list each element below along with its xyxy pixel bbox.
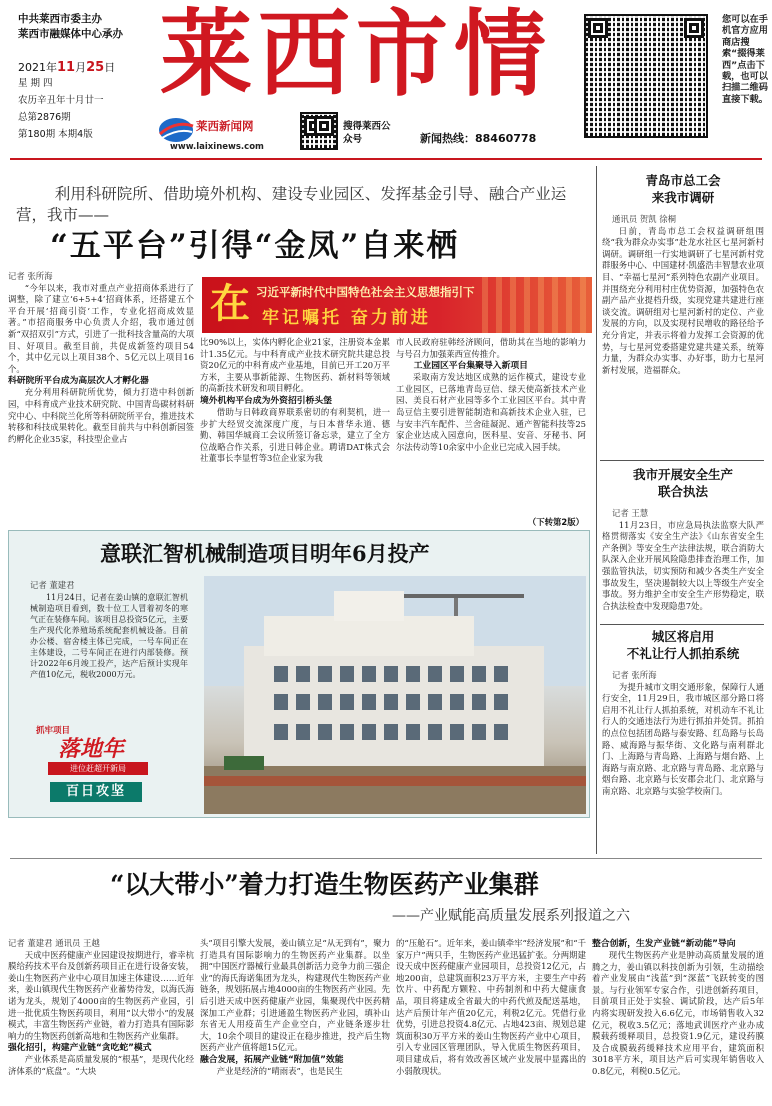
lead-col-1 — [8, 271, 194, 528]
lead-kicker: 利用科研院所、借助境外机构、建设专业园区、发挥基金引导、融合产业运营，我市—— — [16, 185, 567, 224]
bottom-rule — [10, 858, 762, 859]
lead-subhead-1: 科研院所平台成为高层次人才孵化器 — [8, 376, 149, 387]
news-site-url[interactable]: www.laixinews.com — [170, 142, 264, 152]
masthead-title: 莱西市情 — [160, 0, 553, 110]
date-day: 25 — [86, 60, 105, 75]
hotline — [420, 130, 536, 146]
lead-paragraph-6: 采取南方发达地区成熟的运作模式，建设专业工业园区，已落地青岛豆信、绿天使高新技术产业园、美良石材产业园等多个工业园区平台。其中青岛豆信主要引进智能制造和高新技术企业入驻，已与安丰汽车配件、兰舍硅凝泥、通产智能科技等25家企业达成入园意向，医科星、安音、牙秘书、阿尔法传动等10余家中小企业已完成入园手续。 — [396, 372, 586, 452]
bottom-subhead-3: 整合创新，生发产业链“新动能”导向 — [592, 939, 736, 949]
lead-col-3 — [396, 337, 586, 528]
news-site-logo — [156, 112, 294, 152]
lead-headline: “五平台”引得“金凤”自来栖 — [50, 228, 460, 264]
side2-paragraph: 11月23日，市应急局执法监察大队严格贯彻落实《安全生产法》《山东省安全生产条例》等安全生产法律法规，联合消防大队深入企业开展风险隐患排查治理工作，加强监管执法，切实预防和减少各类生产安全事故发生，坚决遏制较大以上等级生产安全事故。努力维护全市安全生产形势稳定，联合执法检查中发现隐患7处。 — [602, 519, 764, 611]
bottom-headline: “以大带小”着力打造生物医药产业集群 — [110, 870, 539, 899]
side2-byline: 记者 王慧 — [612, 508, 649, 518]
bottom-byline: 记者 董建君 通讯员 王越 — [8, 938, 100, 948]
feature-byline: 记者 董建君 — [30, 580, 75, 590]
side1-title-1: 青岛市总工会 — [645, 173, 721, 188]
lead-col-2 — [200, 337, 390, 528]
sponsor-line-2: 莱西市融媒体中心承办 — [18, 28, 123, 40]
side2-title-1: 我市开展安全生产 — [632, 467, 733, 482]
sidebar-divider — [596, 166, 597, 854]
banner-decor — [482, 277, 592, 333]
news-site-name: 莱西新闻网 — [196, 119, 254, 133]
date-prefix: 2021年 — [18, 61, 57, 74]
badge-top: 抓牢项目 — [36, 726, 71, 736]
weekday: 星 期 四 — [18, 78, 53, 89]
badge-main: 落地年 — [58, 736, 125, 762]
continued-note: （下转第2版） — [527, 517, 584, 527]
bottom-paragraph-3: 头”项目引擎大发展，姜山镇立足“从无到有”，聚力打造具有国际影响力的生物医药产业集群。以坐拥“中国医疗器械行业最具创新活力竞争力前三强企业”的海氏海诺集团为龙头，构建现代生物医药产业链条，规划拓展占地4000亩的生物医药产业园。先后引进天成中医药健康产业园，集聚现代中医药精深加工产业群；引进通盈生物医药产业园，填补山东省无人用疫苗生产企业空白，产业链条逐步壮大，10余个项目的建设正在稳步推进，投产后生物医药产业产值将超15亿元。 — [200, 938, 390, 1053]
lead-paragraph-5: 市人民政府驻韩经济顾问，借助其在当地的影响力与号召力加强莱西宣传推介。 — [396, 337, 586, 359]
campaign-badge — [36, 722, 156, 808]
side1-byline: 通讯员 贺凯 徐桐 — [612, 214, 676, 224]
feature-paragraph: 11月24日，记者在姜山镇的意联汇智机械制造项目看到，数十位工人冒着初冬的寒气正在装修车间。该项目总投资5亿元，主要生产现代化养殖场系统配套机械设备。目前办公楼、宿舍楼主体已完成，一号车间正在主体建设，二号车间正在进行内部装修。预计2022年6月竣工投产，达产后预计实现年产值10亿元，税收2000万元。 — [30, 592, 188, 679]
bottom-col-3 — [396, 938, 586, 1102]
feature-headline: 意联汇智机械制造项目明年6月投产 — [100, 541, 430, 566]
side-story-3 — [602, 628, 764, 852]
lead-subhead-3: 工业园区平台集聚导入新项目 — [413, 361, 528, 372]
side3-title-2: 不礼让行人抓拍系统 — [626, 646, 740, 661]
banner-line-2: 牢记嘱托 奋力前进 — [262, 308, 431, 328]
bottom-col-1 — [8, 938, 194, 1102]
lead-paragraph-1: “今年以来，我市对重点产业招商体系进行了调整，除了建立‘6+5+4’招商体系，还搭建五个平台开展‘招商引资’工作，专业化招商成效显著。”市招商服务中心负责人介绍，我市通过创新“双招双引”方式，引进了一批科技含量高的大项目、好项目。截至目前，共促成新签约项目54个，其中亿元以上项目38个、5亿元以上项目16个。 — [8, 282, 194, 374]
date-mid: 月 — [75, 61, 87, 74]
issue-date — [18, 60, 168, 75]
app-download-tip: 您可以在手机官方应用商店搜索“掇得莱西”点击下载，也可以扫描二维码直接下载。 — [722, 14, 768, 105]
issue-number: 第180期 本期4版 — [18, 129, 93, 140]
lead-paragraph-4: 借助与日韩政商界联系密切的有利契机，进一步扩大经贸交流深度广度，与日本普华永道、德勤、韩国华城商工会议所签订备忘录，建立了全方位战略合作关系，引进日韩企业。聘请DAT株式会社董事长李显哲等3位企业家为我 — [200, 406, 390, 464]
side3-title-1: 城区将启用 — [651, 629, 715, 644]
bottom-paragraph-2: 产业体系是高质量发展的“根基”，是现代化经济体系的“底盘”。“大块 — [8, 1054, 194, 1076]
bottom-paragraph-1: 天成中医药健康产业园建设按期进行，睿幸杭膜给药技术平台及创新药项目正在进行设备安装，姜山生物医药产业中心项目加速主体建设……近年来，姜山镇现代生物医药产业蓄势待发，以海氏海诺为龙头，规划了4000亩的生物医药产业园，引进一批优质生物医药项目，利用“以大带小”的发展模式，丰富生物医药产业链，着力打造具有国际影响力的生物医药创新高地和生物医药产业集群。 — [8, 949, 194, 1041]
sponsor-block — [18, 12, 168, 143]
bottom-col-4 — [592, 938, 764, 1102]
bottom-paragraph-6: 现代生物医药产业是肿动高质量发展的道腾之力，姜山镇以科技创新为引领，生动描绘着产业发展由“浅蓝”到“深蓝”飞跃转变的图景。与行业领军专家合作，引进创新药项目，目前项目正处于实验、调试阶段，达产后5年内将实现研发投入6.6亿元，市场销售收入32亿元，税收3.5亿元；落地武训医疗产业办成膜载药缓释项目，总投资1.9亿元，建设药膜及合成膜载药缓释技术应用平台，建筑面积3018平方米，项目达产后可实现年销售收入0.8亿元，利税0.5亿元。 — [592, 950, 764, 1076]
banner-line-1: 习近平新时代中国特色社会主义思想指引下 — [256, 285, 475, 299]
globe-icon — [156, 112, 196, 146]
date-month: 11 — [57, 60, 76, 75]
side1-paragraph: 日前，青岛市总工会权益调研组围绕“我为群众办实事”赴龙水社区七星河新村调研。调研组一行实地调研了七星河新村党群服务中心、中国建材·凯盛浩丰智慧农业项目、“幸福七星河”系列特色农副产业项目。并围绕充分利用村庄优势资源，加强特色农副产品产业提档升级，实现党建共建进行座谈交流。调研组对七星河新村的定位、产业发展的方向，以及实现村民增收的路径给予充分肯定，并表示将着力发挥工会资源的优势，与七星河党委搭建党建共建关系，统筹力量，为群众办实事、办好事，助力七星河新村发展，造福群众。 — [602, 225, 764, 375]
wechat-label: 搜得莱西公众号 — [343, 121, 391, 145]
sponsor-line-1: 中共莱西市委主办 — [18, 13, 102, 25]
lead-byline: 记者 张所海 — [8, 271, 53, 281]
bottom-subhead-1: 强化招引，构建产业链“贪吃蛇”模式 — [8, 1043, 152, 1054]
bottom-subhead-2: 融合发展，拓展产业链“附加值”效能 — [200, 1054, 344, 1065]
bottom-paragraph-4: 产业是经济的“晴雨表”，也是民生 — [216, 1065, 343, 1076]
side3-byline: 记者 张所海 — [612, 670, 657, 680]
side2-title-2: 联合执法 — [657, 484, 708, 499]
building-illustration — [204, 576, 586, 814]
slogan-banner — [202, 277, 592, 333]
lead-paragraph-3: 比90%以上，实体内孵化企业21家，注册资本金累计1.35亿元。与中科育成产业技术研究院共建总投资20亿元的中科育成产业基地，目前已开工20万平方米，主要从事新能源、生物医药、新材料等领域的高新技术研发和项目孵化。 — [200, 337, 390, 394]
bottom-col-2 — [200, 938, 390, 1102]
date-suffix: 日 — [104, 61, 116, 74]
wechat-qr-code[interactable] — [300, 112, 338, 150]
banner-char: 在 — [210, 280, 250, 327]
lunar-date: 农历辛丑年十月廿一 — [18, 95, 104, 106]
side3-paragraph: 为提升城市文明交通形象，保障行人通行安全，11月29日，我市城区部分路口将启用不礼让行人抓拍系统，对机动车不礼让行人的交通违法行为进行抓拍并处罚。抓拍的点位包括团岛路与泰安路、红岛路与长岛路、威海路与振华街、文化路与南利群北门、上海路与青岛路、上海路与烟台路、上海路与南京路、北京路与青岛路、北京路与烟台路、北京路与长安郡会北门、北京路与南京路、北京路与实验学校南门。 — [602, 681, 764, 796]
side-story-2 — [602, 466, 764, 626]
side1-title-2: 来我市调研 — [651, 190, 715, 205]
lead-subhead-2: 境外机构平台成为外资招引桥头堡 — [200, 395, 332, 406]
badge-bottom: 百日攻坚 — [50, 782, 142, 802]
feature-text-block — [30, 580, 188, 720]
hotline-number: 88460778 — [475, 132, 537, 145]
construction-photo — [204, 576, 586, 814]
masthead-rule — [10, 158, 762, 160]
bottom-subhead: ——产业赋能高质量发展系列报道之六 — [392, 908, 630, 924]
app-qr-code[interactable] — [584, 14, 708, 138]
side-story-1 — [602, 172, 764, 460]
lead-paragraph-2: 充分利用科研院所优势，倾力打造中科创新园，中科育成产业技术研究院、中国青岛碳材料研究中心、中科院兰化所等科研院所平台，推进技术转移和科技成果转化。截至目前共与中科创新园签约孵化企业35家，科技型企业占 — [8, 387, 194, 444]
bottom-paragraph-5: 的“压舱石”。近年来，姜山镇牵牢“经济发展”和“千家万户”两只手，生物医药产业迅猛扩张。分两期建设天成中医药健康产业园项目，总投资12亿元，占地200亩，总建筑面积23万平方米，主要生产中药饮片、中药配方颗粒、中药制剂和中药大健康食品，项目将建成全省最大的中药代煎及配送基地，达产后预计年产值20亿元，利税2亿元。凭借行业优势，引进总投资4.8亿元、占地423亩、规划总建筑面积30万平方米的姜山生物医药产业中心项目，引入专业园区管理团队，导入优质生物医药项目，项目建成后，将有效改善区域产业发展中显露出的小弱散现状。 — [396, 938, 586, 1076]
total-issue: 总第2876期 — [18, 112, 71, 123]
sidebar-rule-2 — [600, 624, 764, 625]
hotline-label: 新闻热线： — [420, 132, 475, 145]
badge-sub: 进位赶超开新局 — [48, 762, 148, 775]
sidebar-rule-1 — [600, 460, 764, 461]
